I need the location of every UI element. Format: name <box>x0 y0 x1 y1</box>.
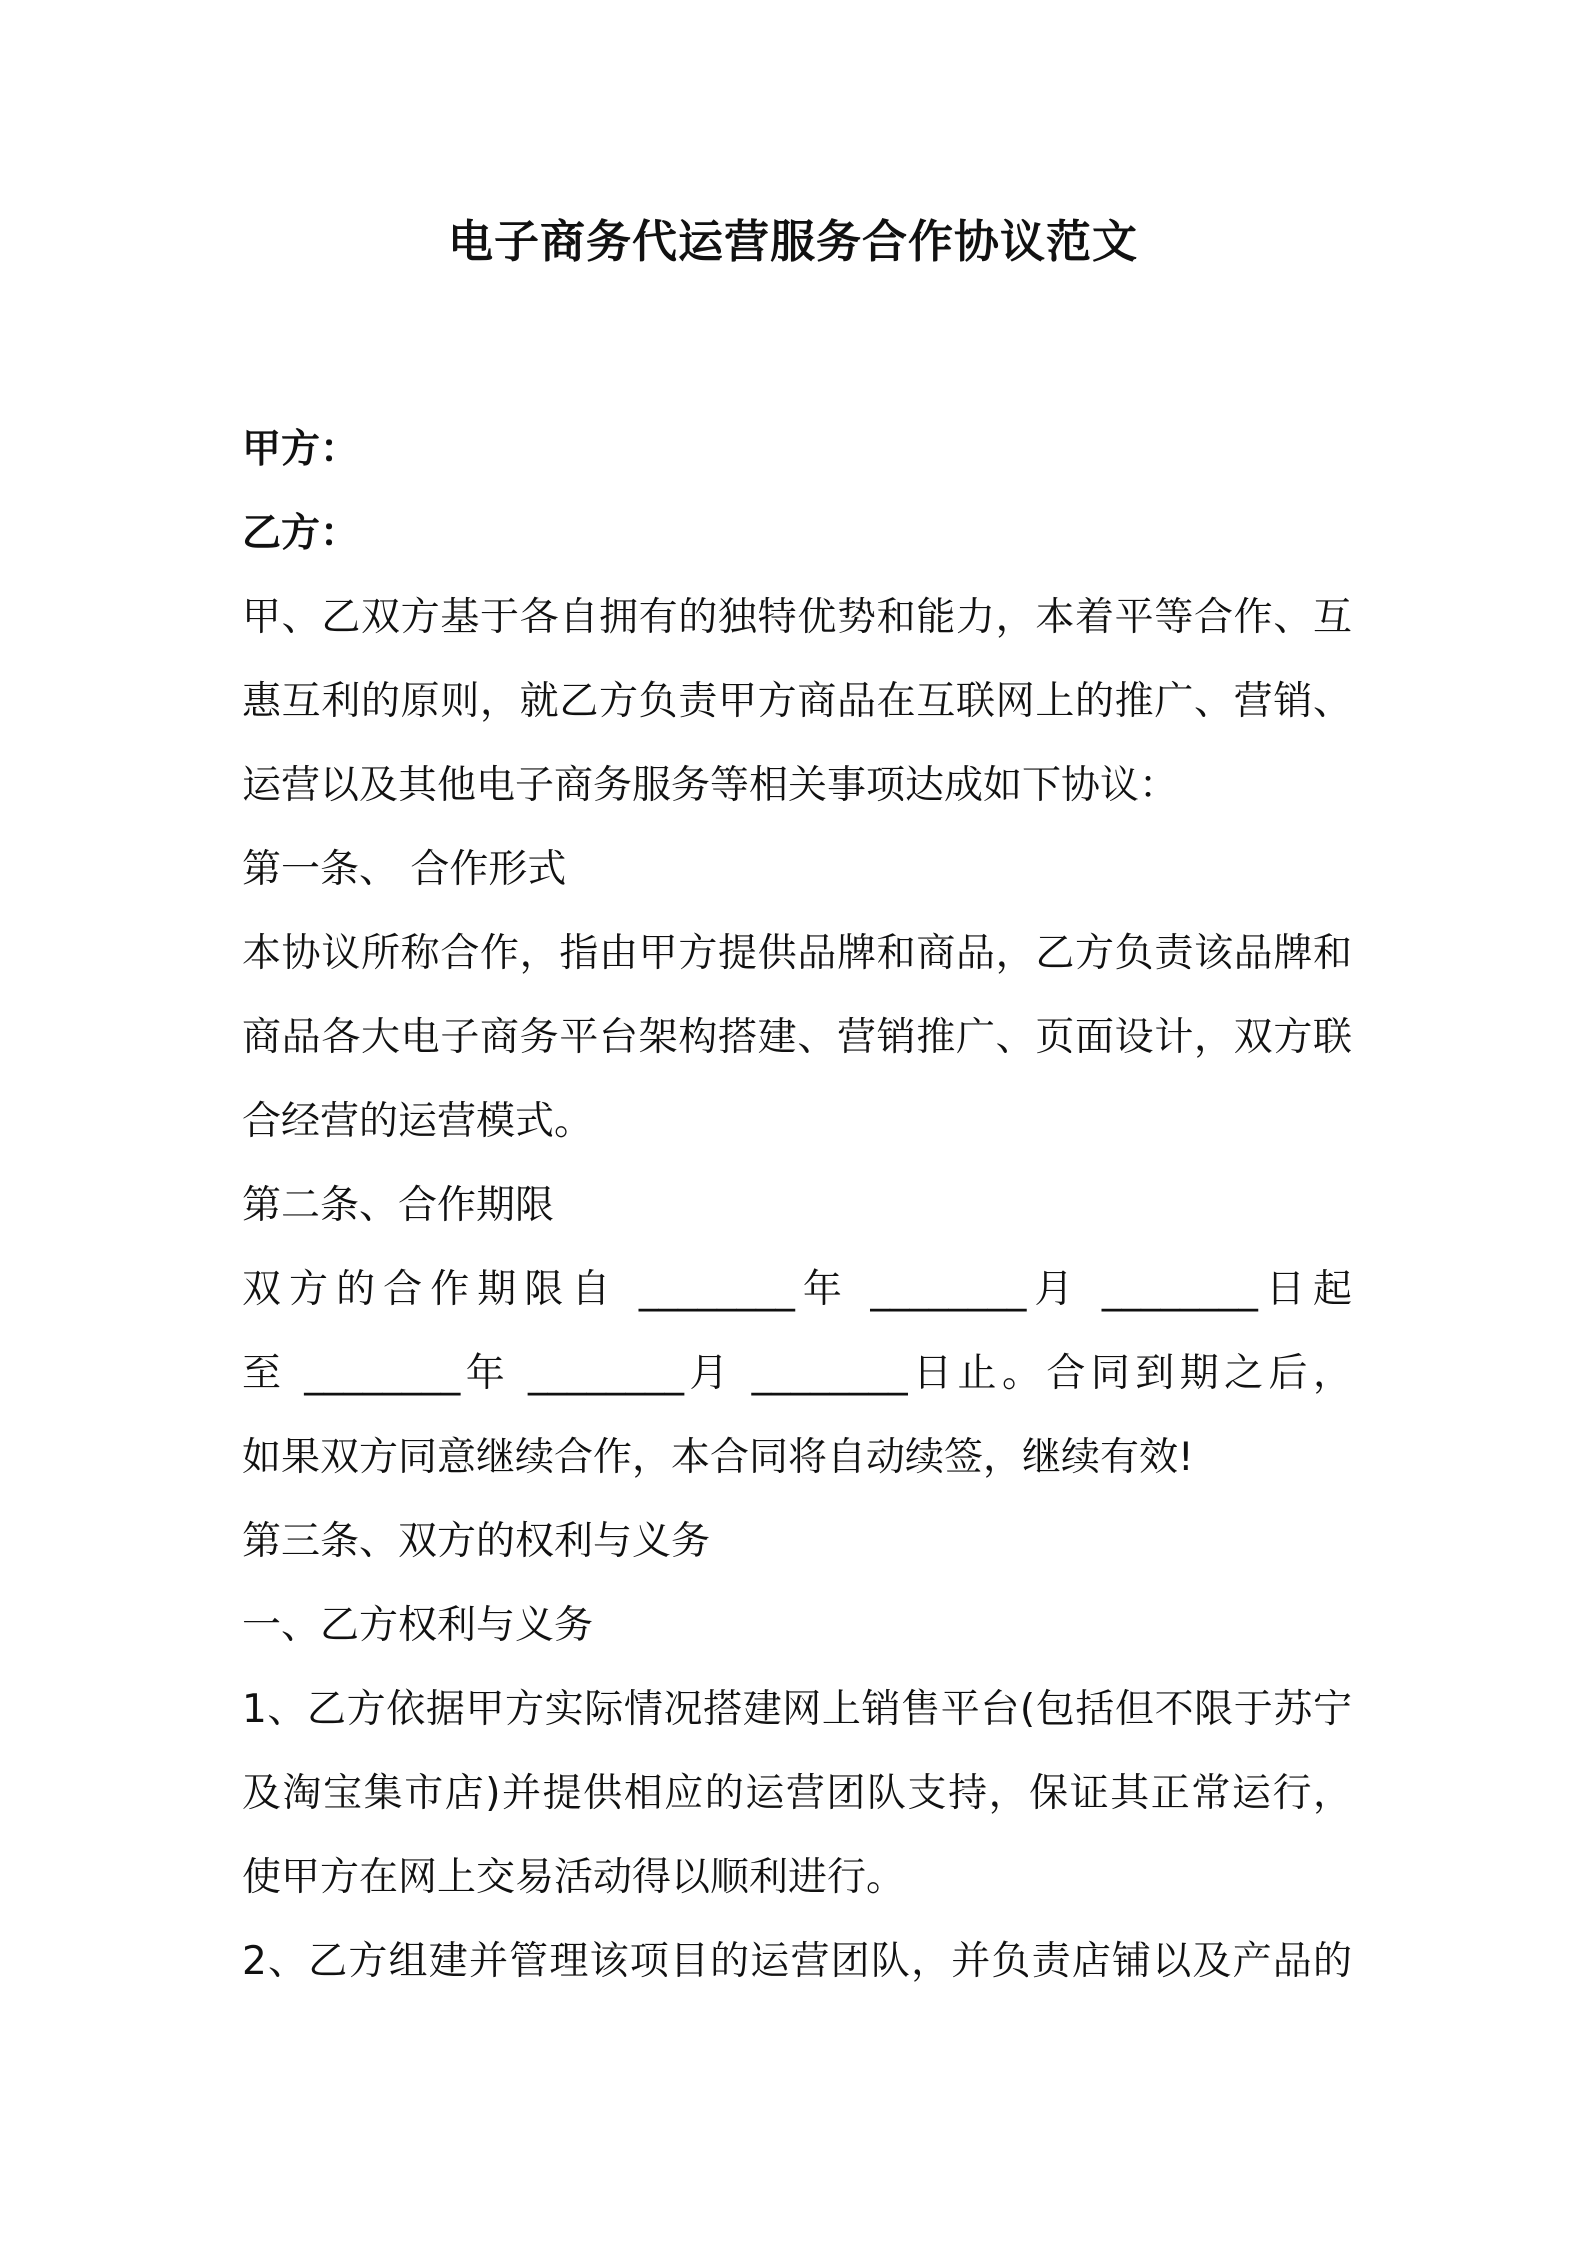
section-heading: 一、乙方权利与义务 <box>242 1603 594 1648</box>
paragraph-line: 商品各大电子商务平台架构搭建、营销推广、页面设计，双方联 <box>242 1015 1352 1060</box>
paragraph-line: 惠互利的原则，就乙方负责甲方商品在互联网上的推广、营销、 <box>242 679 1352 724</box>
article-heading: 第一条、 合作形式 <box>242 847 567 892</box>
paragraph-line: 本协议所称合作，指由甲方提供品牌和商品，乙方负责该品牌和 <box>242 931 1352 976</box>
party-b-line: 乙方： <box>242 511 360 556</box>
paragraph-line: 运营以及其他电子商务服务等相关事项达成如下协议： <box>242 763 1179 808</box>
paragraph-line: 至 ________年 ________月 ________日止。合同到期之后， <box>242 1351 1352 1396</box>
document-title: 电子商务代运营服务合作协议范文 <box>447 215 1138 268</box>
paragraph-line: 双方的合作期限自 ________年 ________月 ________日起 <box>242 1267 1352 1312</box>
document-body <box>242 408 1352 2004</box>
paragraph-line: 2、乙方组建并管理该项目的运营团队，并负责店铺以及产品的 <box>242 1939 1352 1984</box>
paragraph-line: 使甲方在网上交易活动得以顺利进行。 <box>242 1855 906 1900</box>
paragraph-line: 及淘宝集市店)并提供相应的运营团队支持，保证其正常运行， <box>242 1771 1352 1816</box>
paragraph-line: 甲、乙双方基于各自拥有的独特优势和能力，本着平等合作、互 <box>242 595 1352 640</box>
article-heading: 第三条、双方的权利与义务 <box>242 1519 711 1564</box>
article-heading: 第二条、合作期限 <box>242 1183 555 1228</box>
paragraph-line: 合经营的运营模式。 <box>242 1099 594 1144</box>
party-a-line: 甲方： <box>242 427 360 472</box>
paragraph-line: 1、乙方依据甲方实际情况搭建网上销售平台(包括但不限于苏宁 <box>242 1687 1352 1732</box>
paragraph-line: 如果双方同意继续合作，本合同将自动续签，继续有效! <box>242 1435 1194 1480</box>
